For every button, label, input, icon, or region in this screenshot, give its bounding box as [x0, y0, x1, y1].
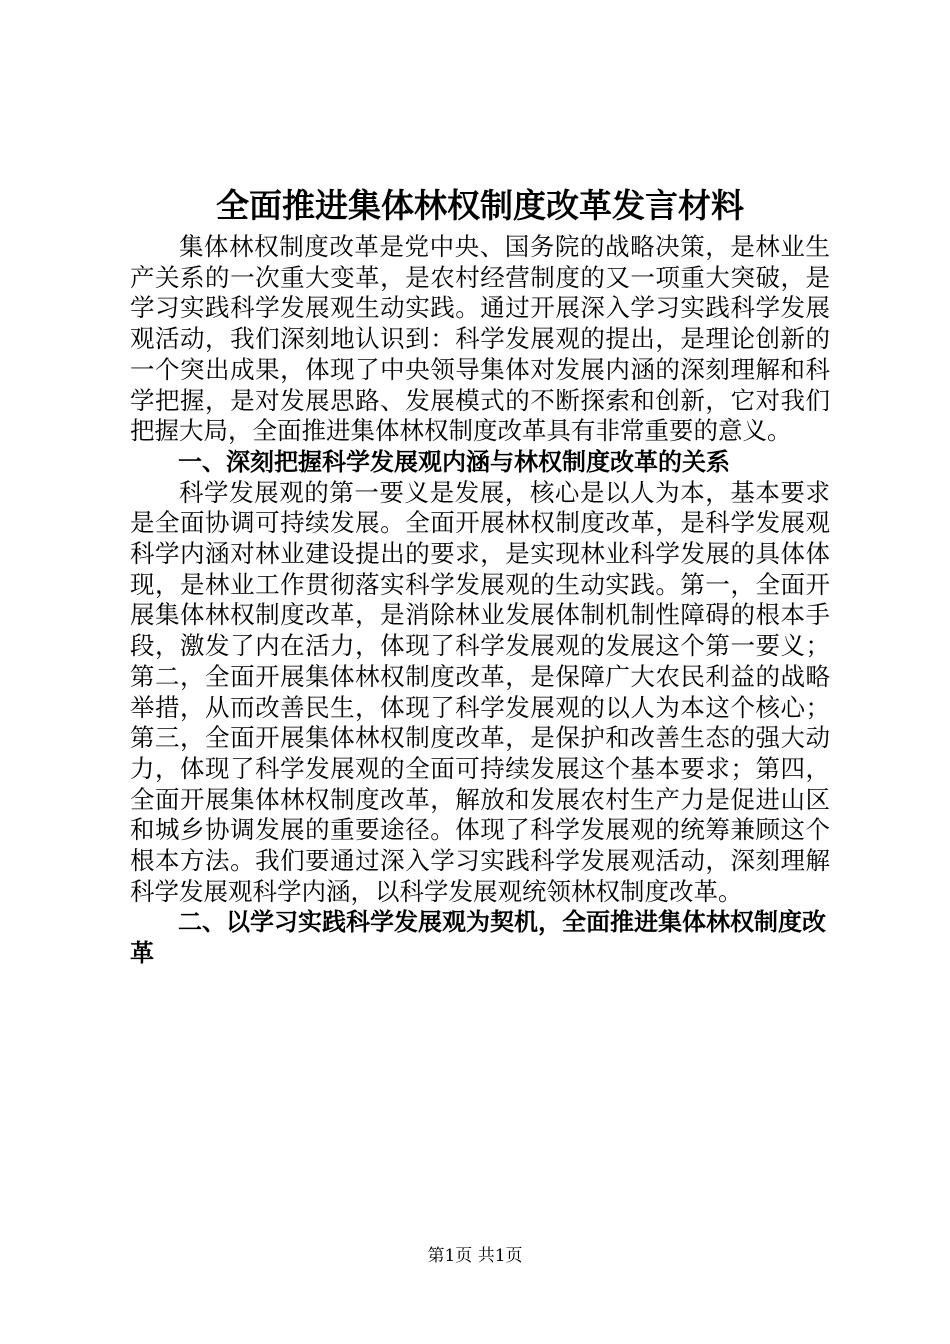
document-title: 全面推进集体林权制度改革发言材料 — [216, 186, 744, 225]
section-1-paragraph: 科学发展观的第一要义是发展，核心是以人为本，基本要求是全面协调可持续发展。全面开展林权制度改革，是科学发展观科学内涵对林业建设提出的要求，是实现林业科学发展的具体体现，是林业工作贯彻落实科学发展观的生动实践。第一，全面开展集体林权制度改革，是消除林业发展体制机制性障碍的根本手段，激发了内在活力，体现了科学发展观的发展这个第一要义；第二，全面开展集体林权制度改革，是保障广大农民利益的战略举措，从而改善民生，体现了科学发展观的以人为本这个核心；第三，全面开展集体林权制度改革，是保护和改善生态的强大动力，体现了科学发展观的全面可持续发展这个基本要求；第四，全面开展集体林权制度改革，解放和发展农村生产力是促进山区和城乡协调发展的重要途径。体现了科学发展观的统筹兼顾这个根本方法。我们要通过深入学习实践科学发展观活动，深刻理解科学发展观科学内涵，以科学发展观统领林权制度改革。 — [130, 477, 830, 906]
section-heading-2: 二、以学习实践科学发展观为契机，全面推进集体林权制度改革 — [130, 908, 826, 968]
page-number-footer: 第1页 共1页 — [427, 1246, 523, 1266]
document-body — [130, 180, 830, 969]
section-heading-1: 一、深刻把握科学发展观内涵与林权制度改革的关系 — [178, 447, 730, 476]
intro-paragraph: 集体林权制度改革是党中央、国务院的战略决策，是林业生产关系的一次重大变革，是农村经营制度的又一项重大突破，是学习实践科学发展观生动实践。通过开展深入学习实践科学发展观活动，我们深刻地认识到：科学发展观的提出，是理论创新的一个突出成果，体现了中央领导集体对发展内涵的深刻理解和科学把握，是对发展思路、发展模式的不断探索和创新，它对我们把握大局，全面推进集体林权制度改革具有非常重要的意义。 — [130, 232, 830, 446]
